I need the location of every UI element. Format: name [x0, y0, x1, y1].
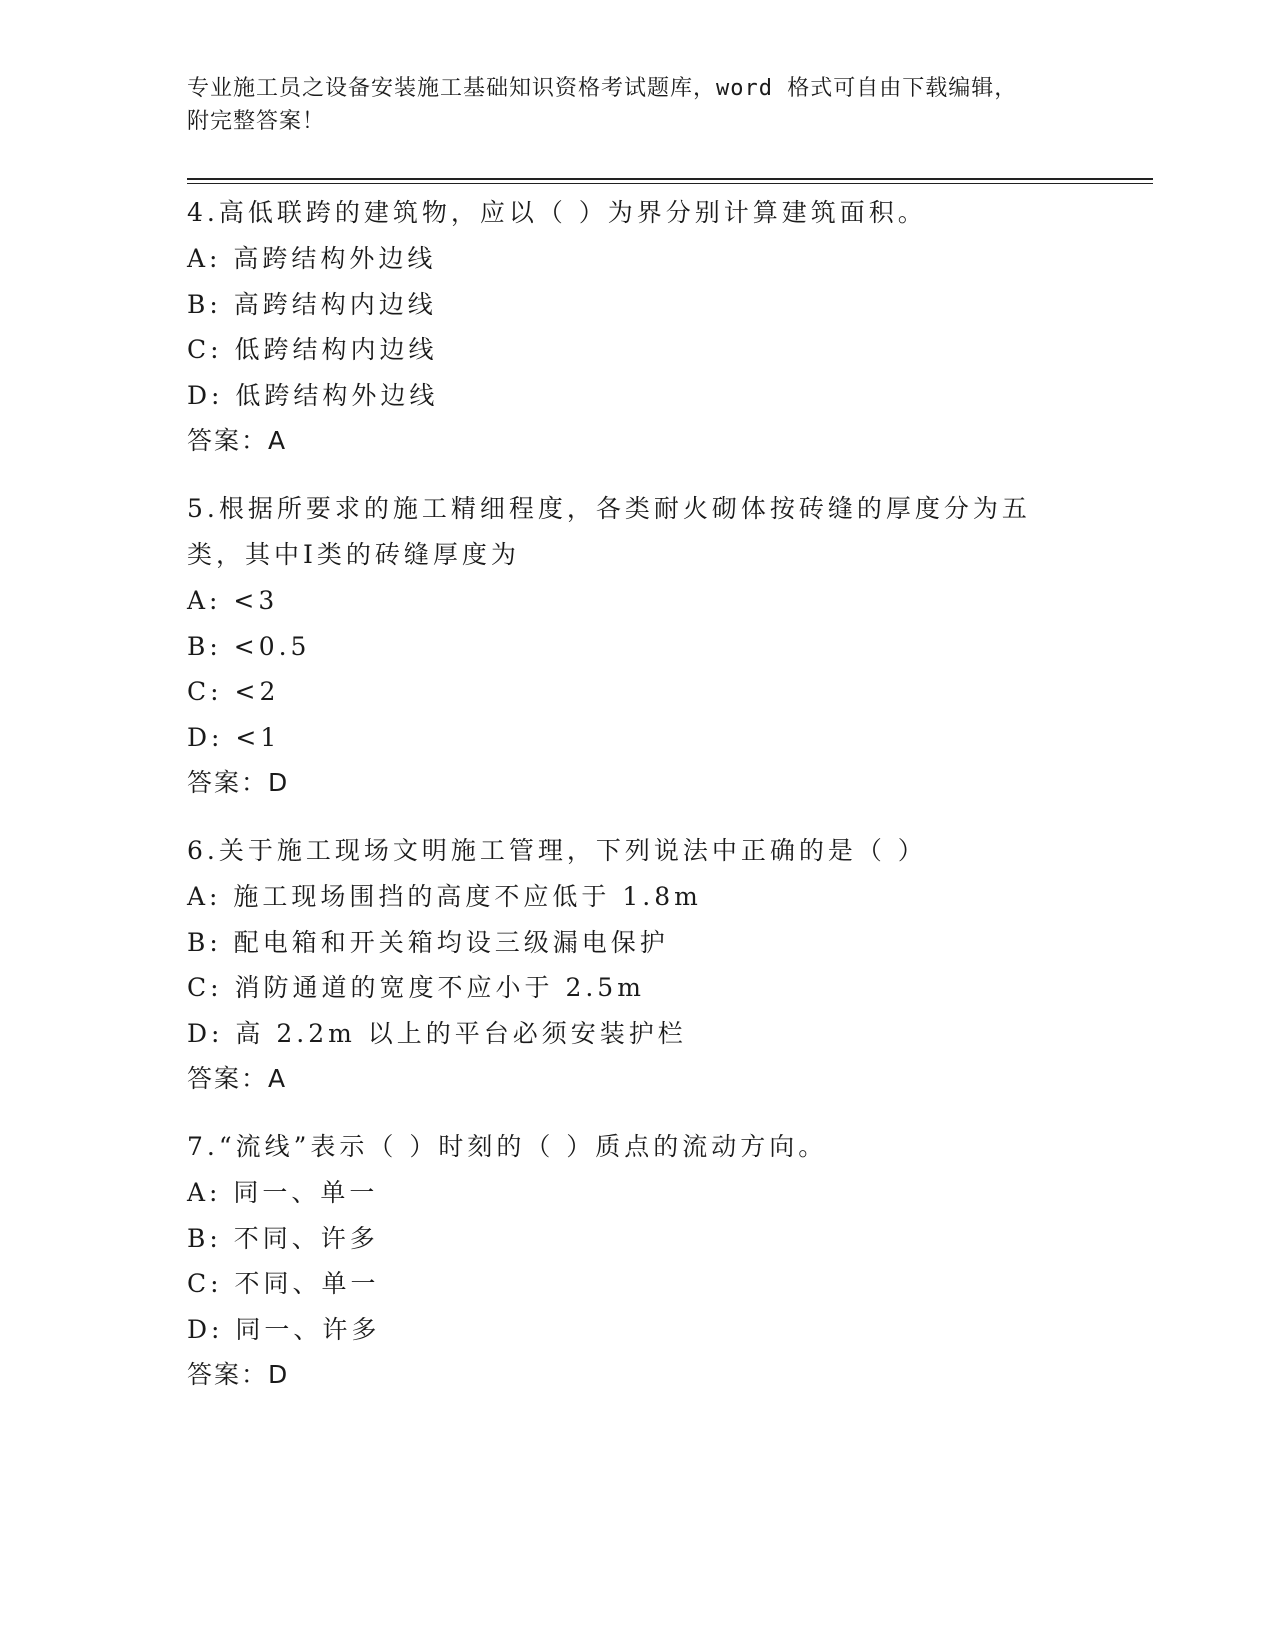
question-stem: 7.“流线”表示（ ）时刻的（ ）质点的流动方向。: [187, 1132, 828, 1161]
option-b: B: 配电箱和开关箱均设三级漏电保护: [187, 927, 669, 957]
option-c: C: 消防通道的宽度不应小于 2.5m: [187, 973, 645, 1002]
option-b: B: <0.5: [187, 631, 311, 661]
question-5: [187, 486, 1087, 806]
option-d: D: 高 2.2m 以上的平台必须安装护栏: [187, 1018, 687, 1048]
question-stem: 4.高低联跨的建筑物，应以（ ）为界分别计算建筑面积。: [187, 198, 927, 227]
question-4: [187, 190, 1087, 464]
question-list: [187, 190, 1087, 1420]
question-6: [187, 828, 1087, 1102]
option-c: C: <2: [187, 677, 280, 706]
answer-line: 答案：A: [187, 426, 288, 455]
header-divider-thin: [187, 183, 1153, 184]
option-a: A: <3: [187, 586, 279, 615]
option-c: C: 低跨结构内边线: [187, 335, 438, 364]
document-header: [187, 72, 1087, 138]
option-a: A: 施工现场围挡的高度不应低于 1.8m: [187, 882, 702, 911]
option-a: A: 高跨结构外边线: [187, 244, 437, 273]
option-b: B: 高跨结构内边线: [187, 289, 437, 319]
answer-line: 答案：D: [187, 768, 290, 797]
option-a: A: 同一、单一: [187, 1178, 379, 1207]
option-b: B: 不同、许多: [187, 1223, 379, 1253]
answer-line: 答案：D: [187, 1360, 290, 1389]
question-stem: 6.关于施工现场文明施工管理，下列说法中正确的是（ ）: [187, 836, 927, 865]
option-c: C: 不同、单一: [187, 1269, 380, 1298]
option-d: D: 低跨结构外边线: [187, 380, 439, 410]
header-line-1: 专业施工员之设备安装施工基础知识资格考试题库，word 格式可自由下载编辑，: [187, 76, 1018, 101]
header-line-2: 附完整答案！: [187, 109, 326, 134]
option-d: D: 同一、许多: [187, 1314, 381, 1344]
answer-line: 答案：A: [187, 1064, 288, 1093]
question-stem: 5.根据所要求的施工精细程度，各类耐火砌体按砖缝的厚度分为五类，其中Ⅰ类的砖缝厚度为: [187, 494, 1031, 569]
option-d: D: <1: [187, 722, 281, 752]
question-7: [187, 1124, 1087, 1398]
header-divider-thick: [187, 178, 1153, 180]
